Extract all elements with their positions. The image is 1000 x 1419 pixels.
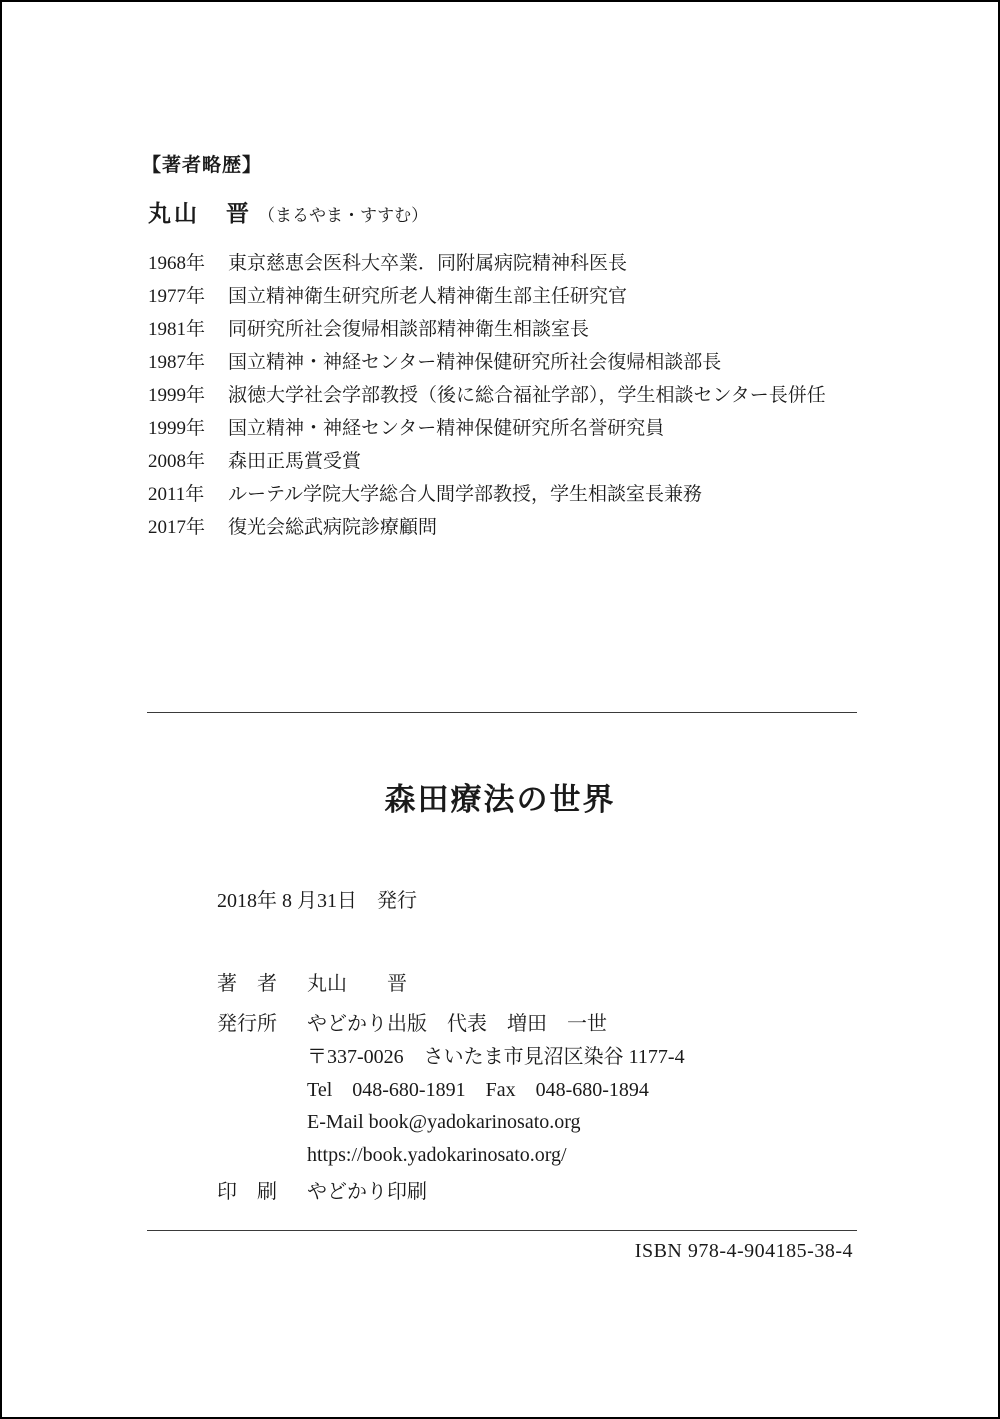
history-row	[148, 379, 872, 412]
author-name-reading: （まるやま・すすむ）	[258, 206, 429, 225]
history-year: 2008年	[148, 451, 206, 472]
history-text: 東京慈恵会医科大卒業．同附属病院精神科医長	[228, 253, 628, 274]
history-year: 2017年	[148, 517, 206, 538]
publisher-address: 〒337-0026 さいたま市見沼区染谷 1177-4	[307, 1046, 685, 1068]
history-row	[148, 346, 872, 379]
history-text: 国立精神・神経センター精神保健研究所社会復帰相談部長	[228, 352, 722, 373]
publisher-tel-fax: Tel 048-680-1891 Fax 048-680-1894	[307, 1078, 649, 1101]
publication-date: 2018年 8 月31日 発行	[217, 890, 417, 912]
history-text: 同研究所社会復帰相談部精神衛生相談室長	[228, 319, 590, 340]
history-year: 1999年	[148, 418, 206, 439]
book-title: 森田療法の世界	[384, 782, 616, 817]
author-name-line	[148, 195, 428, 228]
publisher-url: https://book.yadokarinosato.org/	[307, 1143, 567, 1166]
history-year: 1977年	[148, 286, 206, 307]
history-row	[148, 445, 872, 478]
history-text: 淑徳大学社会学部教授（後に総合福祉学部），学生相談センター長併任	[228, 385, 826, 406]
author-name: 丸山 晋	[148, 201, 252, 226]
publisher-row	[217, 1009, 877, 1039]
history-year: 1968年	[148, 253, 206, 274]
history-row	[148, 412, 872, 445]
author-label: 著 者	[217, 973, 277, 995]
history-year: 2011年	[148, 484, 205, 505]
publisher-email: E-Mail book@yadokarinosato.org	[307, 1111, 581, 1133]
printer-label: 印 刷	[217, 1181, 277, 1203]
colophon-block	[217, 884, 877, 1207]
history-year: 1981年	[148, 319, 206, 340]
author-profile-heading: 【著者略歴】	[142, 155, 263, 176]
isbn: ISBN 978-4-904185-38-4	[634, 1240, 853, 1262]
history-year: 1987年	[148, 352, 206, 373]
history-row	[148, 511, 872, 544]
history-row	[148, 313, 872, 346]
publisher-contact-block	[307, 1041, 877, 1171]
history-year: 1999年	[148, 385, 206, 406]
author-value: 丸山 晋	[307, 973, 407, 995]
divider-bottom	[147, 1230, 857, 1231]
divider-top	[147, 712, 857, 713]
printer-value: やどかり印刷	[307, 1181, 427, 1203]
career-history-list	[148, 247, 872, 544]
history-text: 森田正馬賞受賞	[228, 451, 362, 472]
history-text: 復光会総武病院診療顧問	[228, 517, 438, 538]
history-row	[148, 247, 872, 280]
history-text: 国立精神衛生研究所老人精神衛生部主任研究官	[228, 286, 628, 307]
history-text: ルーテル学院大学総合人間学部教授，学生相談室長兼務	[228, 484, 703, 505]
author-row	[217, 969, 877, 999]
printer-row	[217, 1177, 877, 1207]
history-row	[148, 478, 872, 511]
history-row	[148, 280, 872, 313]
publisher-value: やどかり出版 代表 増田 一世	[307, 1013, 607, 1035]
history-text: 国立精神・神経センター精神保健研究所名誉研究員	[228, 418, 665, 439]
publisher-label: 発行所	[217, 1013, 277, 1035]
